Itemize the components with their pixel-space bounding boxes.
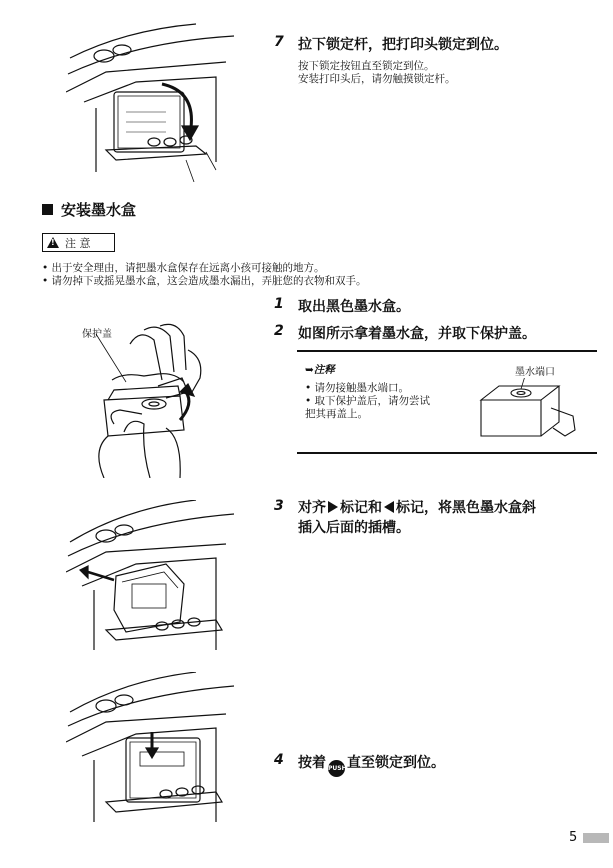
illustration-insert-cartridge [66, 500, 236, 660]
note-item: • 取下保护盖后，请勿尝试 [305, 395, 431, 407]
caution-list [42, 262, 367, 288]
step-number: 7 [274, 34, 284, 50]
step-description [298, 60, 456, 86]
section-title-text: 安装墨水盒 [61, 201, 137, 219]
caution-label-box [42, 233, 115, 252]
push-button-icon: PUSH [328, 760, 345, 777]
step-4 [274, 752, 574, 776]
protective-cap-label: 保护盖 [82, 329, 112, 340]
step-1 [274, 296, 574, 316]
illustration-push-lock [66, 672, 236, 832]
step-number: 3 [274, 498, 284, 514]
warning-icon [47, 237, 59, 248]
note-box [297, 350, 597, 454]
step-desc-line: 安装打印头后，请勿触摸锁定杆。 [298, 73, 456, 85]
step-title: 如图所示拿着墨水盒，并取下保护盖。 [298, 326, 536, 342]
step-number: 2 [274, 323, 284, 339]
step-desc-line: 按下锁定按钮直至锁定到位。 [298, 60, 435, 72]
step-title: 取出黑色墨水盒。 [298, 299, 410, 315]
square-bullet-icon [42, 204, 53, 215]
step-number: 1 [274, 296, 284, 312]
caution-item: • 出于安全理由，请把墨水盒保存在远离小孩可接触的地方。 [42, 262, 325, 274]
step-title-text: 标记，将黑色墨水盒斜 [396, 500, 536, 516]
caution-item: • 请勿掉下或摇晃墨水盒，这会造成墨水漏出，弄脏您的衣物和双手。 [42, 275, 367, 287]
note-item: 把其再盖上。 [305, 408, 368, 420]
illustration-lock-lever [66, 22, 236, 182]
ink-port-label: 墨水端口 [515, 367, 555, 378]
step-title-text: 按着 [298, 755, 326, 771]
step-title-text: 标记和 [340, 500, 382, 516]
step-number: 4 [274, 752, 284, 768]
illustration-remove-cap [84, 320, 214, 478]
note-title: ➥注释 [305, 364, 335, 376]
right-triangle-mark-icon [328, 501, 338, 513]
step-2 [274, 323, 594, 343]
step-title [298, 498, 536, 538]
note-list [305, 382, 430, 421]
note-item: • 请勿接触墨水端口。 [305, 382, 410, 394]
caution-label: 注 意 [65, 236, 91, 250]
step-title-text: 插入后面的插槽。 [298, 520, 410, 536]
step-3 [274, 498, 594, 538]
step-title-text: 对齐 [298, 500, 326, 516]
page-number: 5 [569, 830, 578, 845]
section-title [42, 199, 136, 220]
page-number-bar [583, 833, 609, 843]
step-title: 拉下锁定杆，把打印头锁定到位。 [298, 37, 508, 53]
left-triangle-mark-icon [384, 501, 394, 513]
step-title-text: 直至锁定到位。 [347, 755, 445, 771]
ink-cartridge-figure [475, 378, 581, 442]
step-7 [274, 34, 604, 94]
step-title [298, 752, 445, 777]
